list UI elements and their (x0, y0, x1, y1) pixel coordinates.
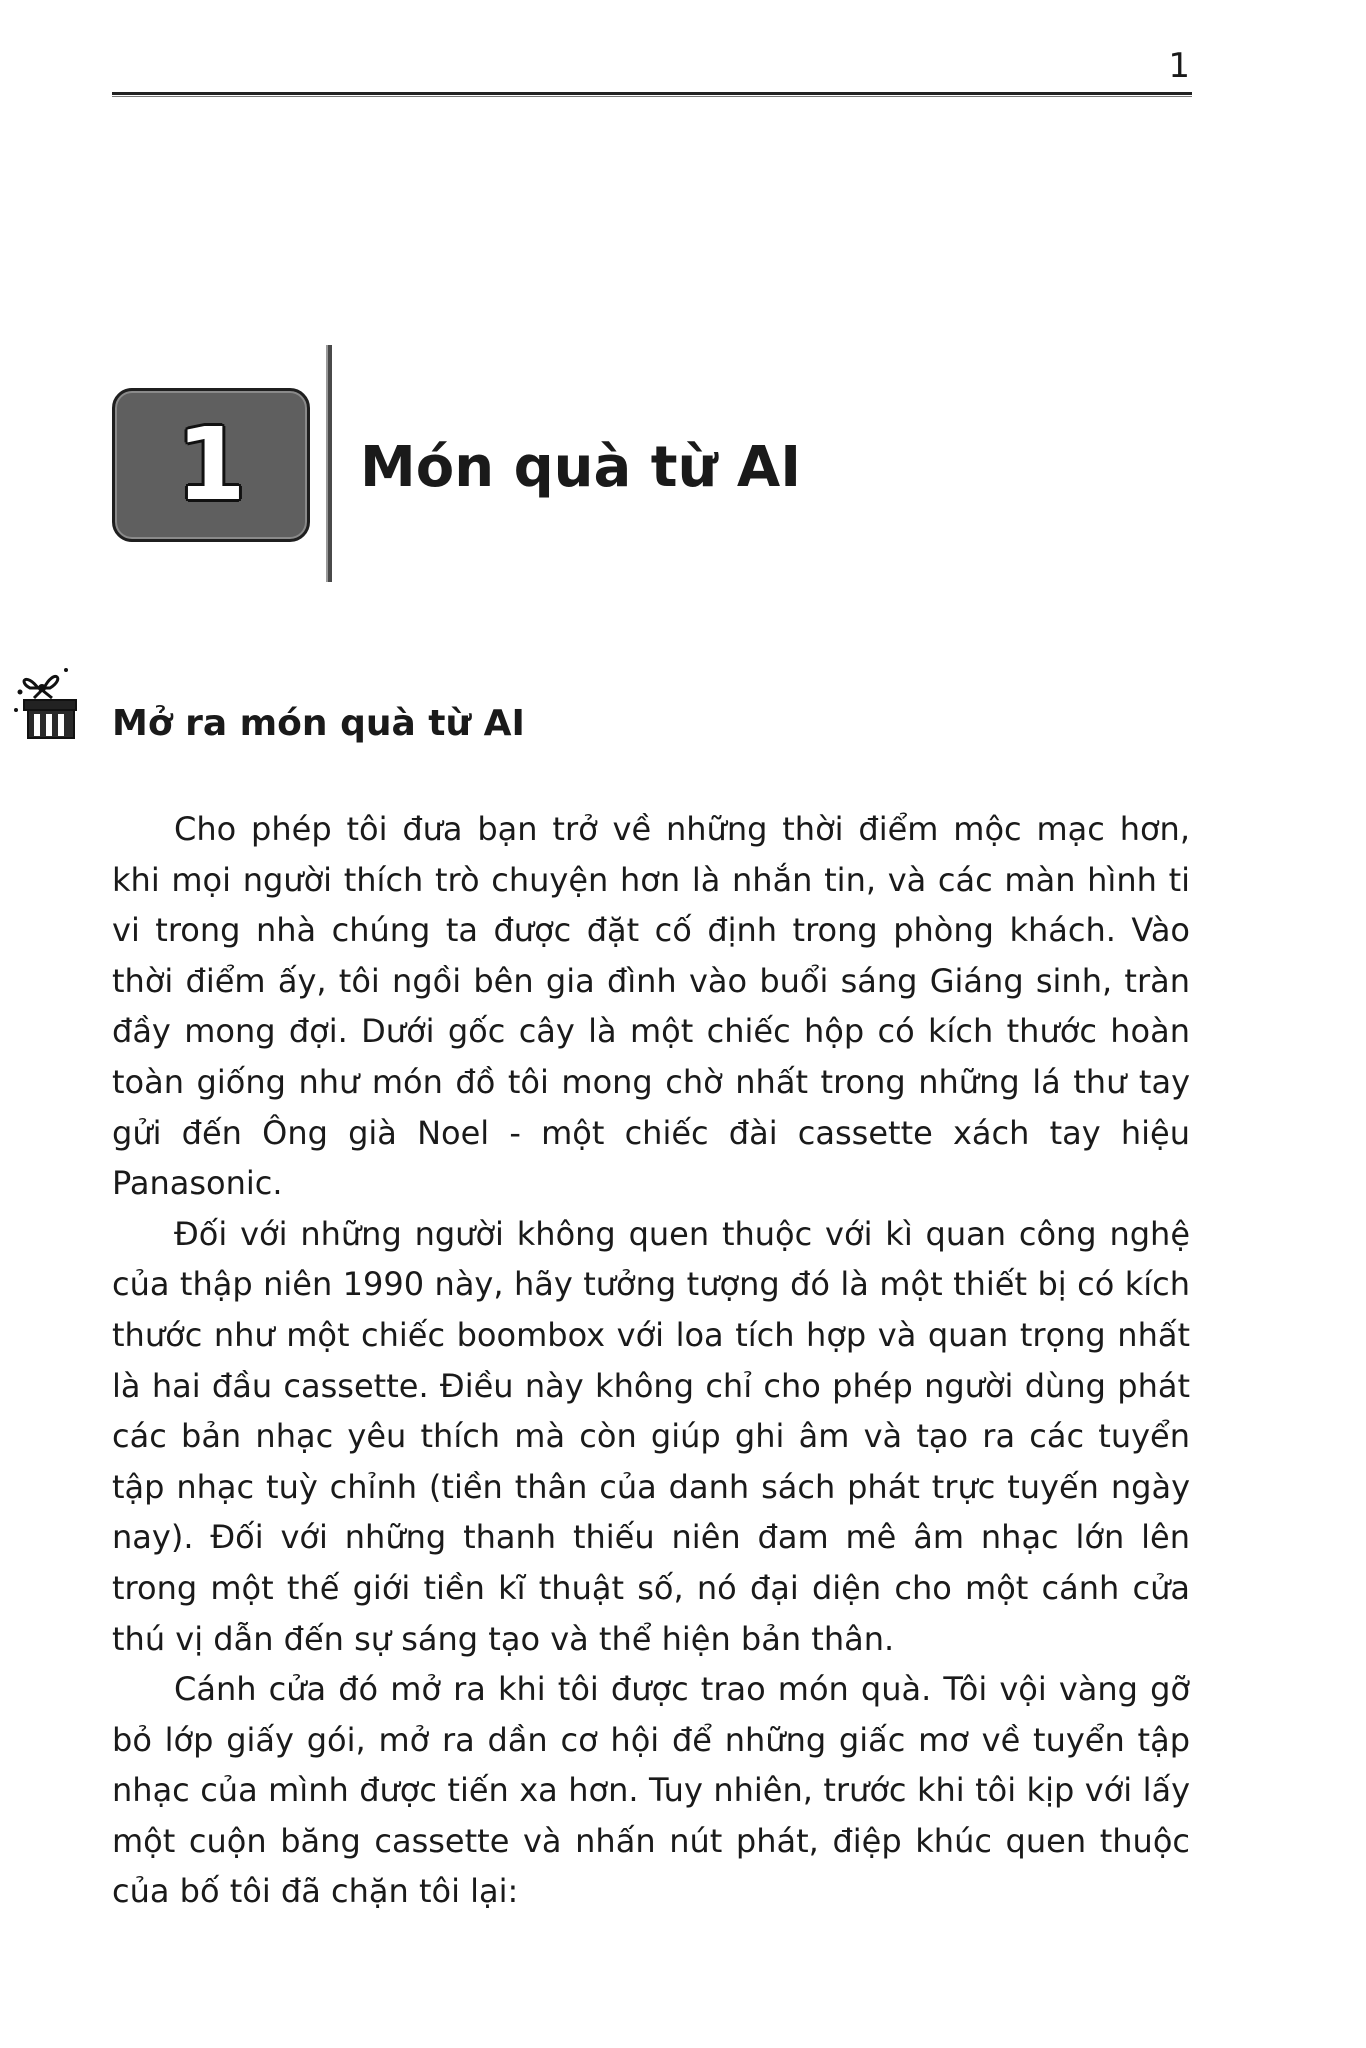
page-number: 1 (1168, 46, 1190, 86)
header-rule (112, 92, 1192, 97)
paragraph: Cho phép tôi đưa bạn trở về những thời điểm mộc mạc hơn, khi mọi người thích trò chuyện hơn là nhắn tin, và các màn hình ti vi trong nhà chúng ta được đặt cố định trong phòng khách. Vào thời điểm ấy, tôi ngồi bên gia đình vào buổi sáng Giáng sinh, tràn đầy mong đợi. Dưới gốc cây là một chiếc hộp có kích thước hoàn toàn giống như món đồ tôi mong chờ nhất trong những lá thư tay gửi đến Ông già Noel - một chiếc đài cassette xách tay hiệu Panasonic. (112, 810, 1190, 1203)
gift-box-icon (8, 658, 84, 740)
chapter-title: Món quà từ AI (360, 435, 802, 500)
body-text (112, 804, 1190, 1917)
chapter-number-badge (112, 388, 310, 542)
paragraph: Cánh cửa đó mở ra khi tôi được trao món quà. Tôi vội vàng gỡ bỏ lớp giấy gói, mở ra dần cơ hội để những giấc mơ về tuyển tập nhạc của mình được tiến xa hơn. Tuy nhiên, trước khi tôi kịp với lấy một cuộn băng cassette và nhấn nút phát, điệp khúc quen thuộc của bố tôi đã chặn tôi lại: (112, 1670, 1190, 1911)
paragraph: Đối với những người không quen thuộc với kì quan công nghệ của thập niên 1990 này, hãy tưởng tượng đó là một thiết bị có kích thước như một chiếc boombox với loa tích hợp và quan trọng nhất là hai đầu cassette. Điều này không chỉ cho phép người dùng phát các bản nhạc yêu thích mà còn giúp ghi âm và tạo ra các tuyển tập nhạc tuỳ chỉnh (tiền thân của danh sách phát trực tuyến ngày nay). Đối với những thanh thiếu niên đam mê âm nhạc lớn lên trong một thế giới tiền kĩ thuật số, nó đại diện cho một cánh cửa thú vị dẫn đến sự sáng tạo và thể hiện bản thân. (112, 1214, 1190, 1658)
chapter-number: 1 (176, 406, 246, 523)
chapter-divider (326, 345, 332, 582)
section-heading: Mở ra món quà từ AI (112, 703, 525, 744)
